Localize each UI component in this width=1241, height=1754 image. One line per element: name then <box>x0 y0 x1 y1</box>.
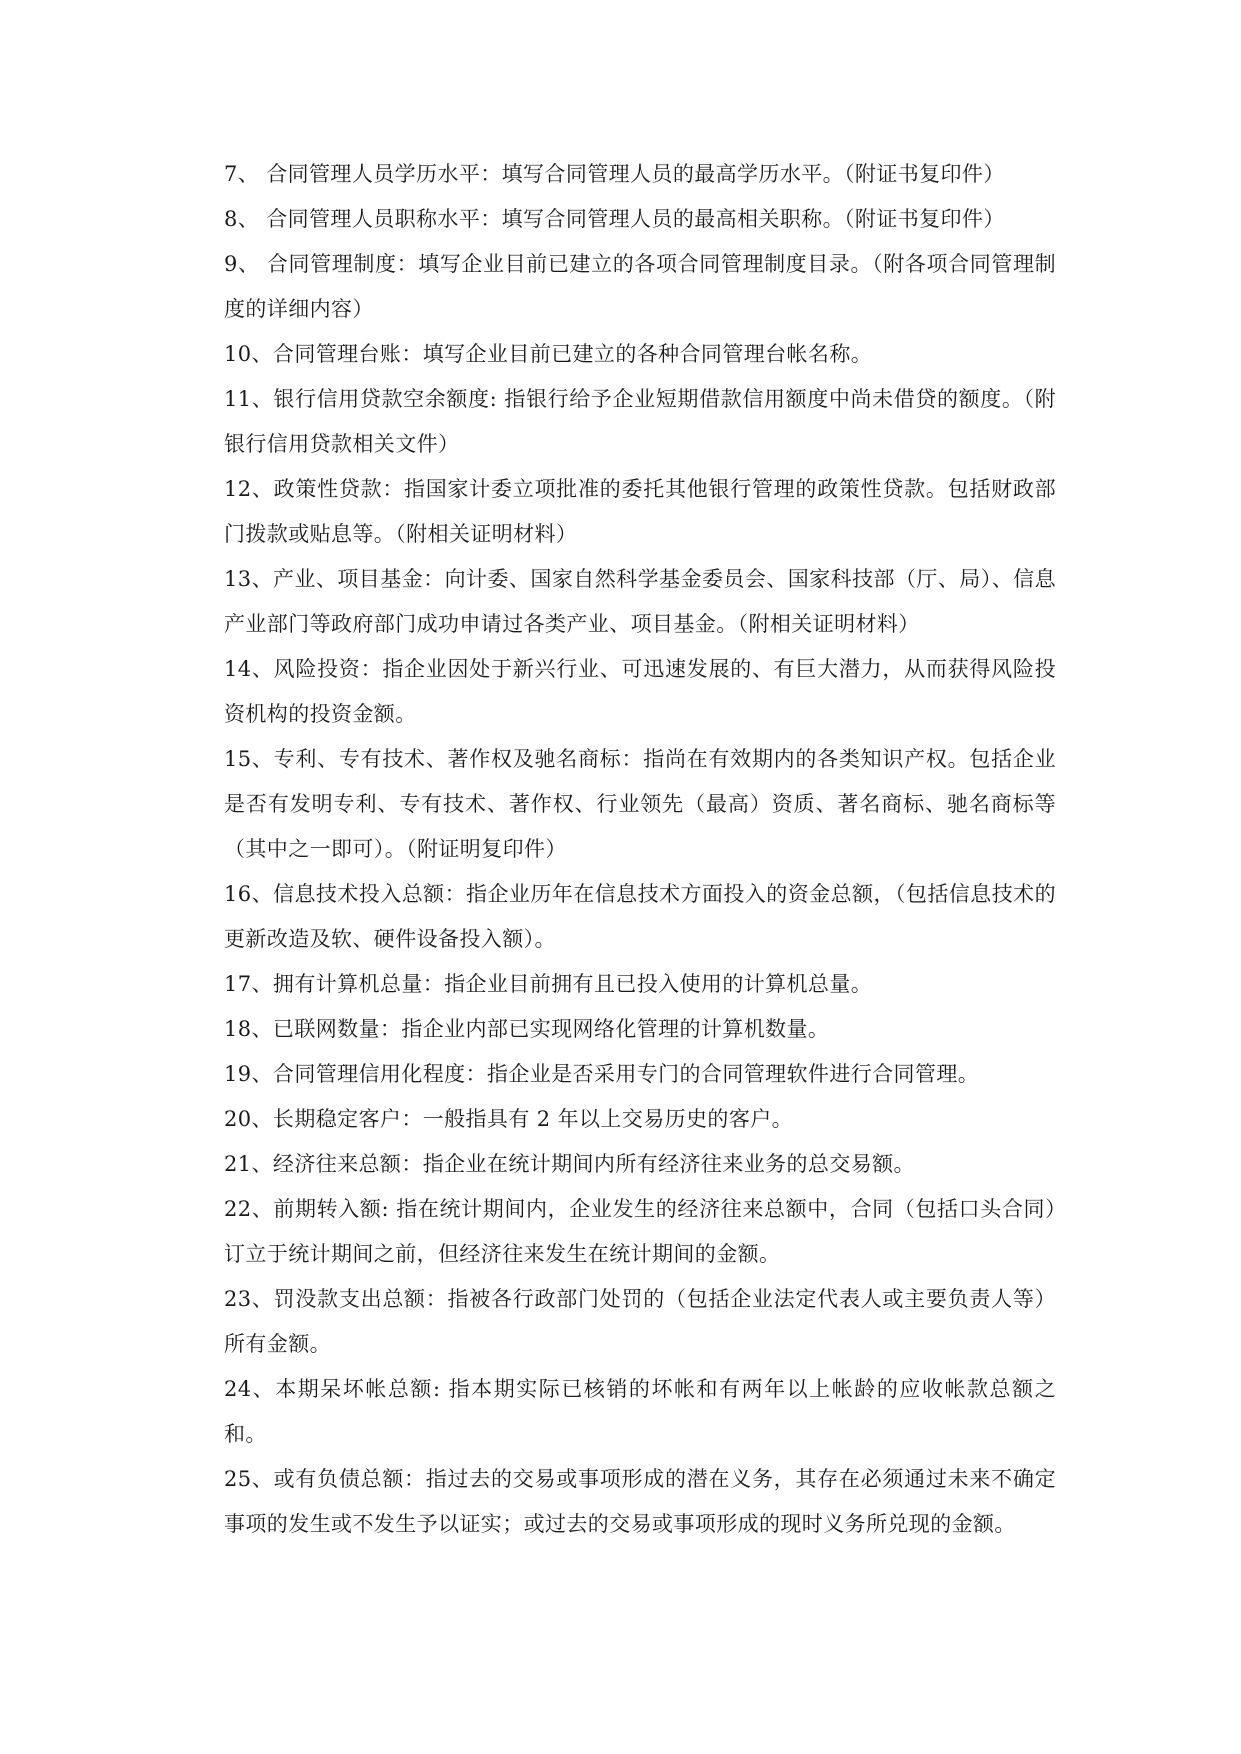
definition-item-23: 23、罚没款支出总额：指被各行政部门处罚的（包括企业法定代表人或主要负责人等）所有金额。 <box>224 1287 1056 1356</box>
definition-item-18: 18、已联网数量：指企业内部已实现网络化管理的计算机数量。 <box>224 1017 830 1041</box>
definition-item-7: 7、 合同管理人员学历水平：填写合同管理人员的最高学历水平。（附证书复印件） <box>224 162 1005 186</box>
definition-item-11: 11、银行信用贷款空余额度: 指银行给予企业短期借款信用额度中尚未借贷的额度。（附银行信用贷款相关文件） <box>224 387 1056 456</box>
document-body <box>224 152 1056 1547</box>
definition-item-25: 25、或有负债总额：指过去的交易或事项形成的潜在义务，其存在必须通过未来不确定事项的发生或不发生予以证实；或过去的交易或事项形成的现时义务所兑现的金额。 <box>224 1467 1056 1536</box>
definition-item-12: 12、政策性贷款：指国家计委立项批准的委托其他银行管理的政策性贷款。包括财政部门拨款或贴息等。（附相关证明材料） <box>224 477 1056 546</box>
definition-item-13: 13、产业、项目基金：向计委、国家自然科学基金委员会、国家科技部（厅、局）、信息产业部门等政府部门成功申请过各类产业、项目基金。（附相关证明材料） <box>224 567 1056 636</box>
definition-item-24: 24、本期呆坏帐总额: 指本期实际已核销的坏帐和有两年以上帐龄的应收帐款总额之和。 <box>224 1377 1056 1446</box>
definition-item-10: 10、合同管理台账：填写企业目前已建立的各种合同管理台帐名称。 <box>224 342 873 366</box>
definition-item-15: 15、专利、专有技术、著作权及驰名商标：指尚在有效期内的各类知识产权。包括企业是否有发明专利、专有技术、著作权、行业领先（最高）资质、著名商标、驰名商标等（其中之一即可）。（附证明复印件） <box>224 747 1056 861</box>
definition-item-21: 21、经济往来总额：指企业在统计期间内所有经济往来业务的总交易额。 <box>224 1152 915 1176</box>
definition-item-16: 16、信息技术投入总额：指企业历年在信息技术方面投入的资金总额，（包括信息技术的更新改造及软、硬件设备投入额）。 <box>224 882 1056 951</box>
definition-item-22: 22、前期转入额: 指在统计期间内，企业发生的经济往来总额中，合同（包括口头合同）订立于统计期间之前，但经济往来发生在统计期间的金额。 <box>224 1197 1056 1266</box>
definition-item-14: 14、风险投资：指企业因处于新兴行业、可迅速发展的、有巨大潜力，从而获得风险投资机构的投资金额。 <box>224 657 1056 726</box>
definition-item-8: 8、 合同管理人员职称水平：填写合同管理人员的最高相关职称。（附证书复印件） <box>224 207 1005 231</box>
definition-item-19: 19、合同管理信用化程度：指企业是否采用专门的合同管理软件进行合同管理。 <box>224 1062 980 1086</box>
definition-item-9: 9、 合同管理制度：填写企业目前已建立的各项合同管理制度目录。（附各项合同管理制度的详细内容） <box>224 252 1056 321</box>
definition-item-17: 17、拥有计算机总量：指企业目前拥有且已投入使用的计算机总量。 <box>224 972 873 996</box>
definition-item-20: 20、长期稳定客户：一般指具有 2 年以上交易历史的客户。 <box>224 1107 794 1131</box>
